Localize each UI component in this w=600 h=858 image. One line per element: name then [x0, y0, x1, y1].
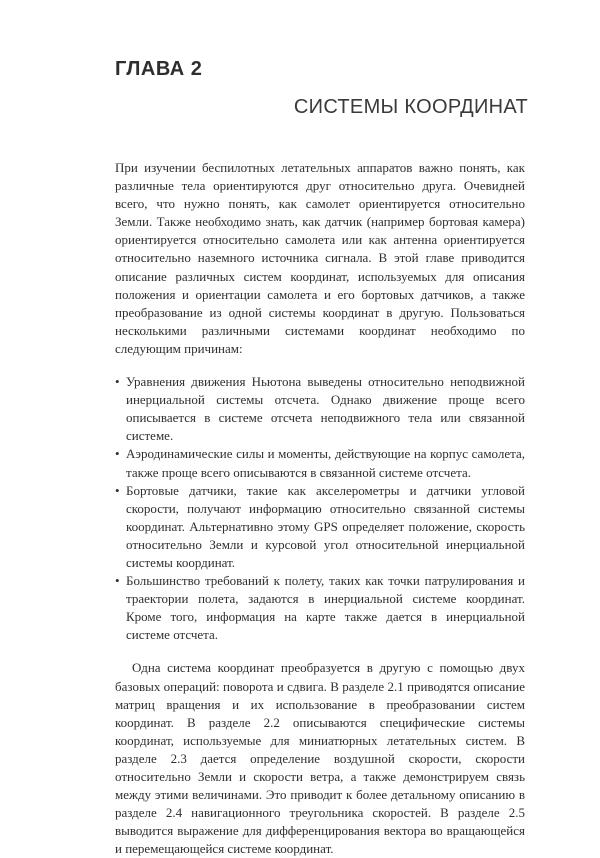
- chapter-body: [115, 159, 525, 858]
- closing-paragraph: Одна система координат преобразуется в другую с помощью двух базовых операций: поворота и сдвига. В разделе 2.1 приводятся описание матриц вращения и их использование в преобразовании систем координат. В разделе 2.2 описываются специфические системы координат, используемые для миниатюрных летательных систем. В разделе 2.3 дается определение воздушной скорости, скорости относительно Земли и скорости ветра, а также демонстрируем связь между этими величинами. Это приводит к более детальному описанию в разделе 2.4 навигационного треугольника скоростей. В разделе 2.5 выводится выражение для дифференцирования вектора во вращающейся и перемещающейся системе координат.: [115, 660, 525, 857]
- list-item: [115, 445, 525, 481]
- reasons-list: [115, 373, 525, 644]
- chapter-title: СИСТЕМЫ КООРДИНАТ: [293, 96, 528, 118]
- list-item-text: Большинство требований к полету, таких как точки патрулирования и траектории полета, задаются в инерциальной системе координат. Кроме того, информация на карте также дается в инерциальной системе отсчета.: [126, 573, 525, 643]
- list-item-text: Бортовые датчики, такие как акселерометры и датчики угловой скорости, получают информацию относительно связанной системы координат. Альтернативно этому GPS определяет положение, скорость относительно Земли и курсовой угол относительной инерциальной системы координат.: [126, 482, 525, 570]
- bullet-icon: •: [115, 482, 120, 498]
- chapter-label: ГЛАВА 2: [115, 58, 203, 80]
- intro-paragraph: При изучении беспилотных летательных аппаратов важно понять, как различные тела ориентируются друг относительно друга. Очевидней всего, что нужно понять, как самолет ориентируется относительно Земли. Также необходимо знать, как датчик (например бортовая камера) ориентируется относительно самолета или как антенна ориентируется относительно наземного источника сигнала. В этой главе приводится описание различных систем координат, используемых для описания положения и ориентации самолета и его бортовых датчиков, а также преобразование из одной системы координат в другую. Пользоваться несколькими различными системами координат необходимо по следующим причинам:: [115, 160, 525, 356]
- list-item: [115, 482, 525, 572]
- bullet-icon: •: [115, 446, 120, 462]
- list-item-text: Уравнения движения Ньютона выведены относительно неподвижной инерциальной системы отсчета. Однако движение проще всего описывается в системе отсчета неподвижного тела или связанной системе.: [126, 374, 525, 444]
- list-item-text: Аэродинамические силы и моменты, действующие на корпус самолета, также проще всего описываются в связанной системе отсчета.: [126, 446, 525, 480]
- list-item: [115, 373, 525, 445]
- bullet-icon: •: [115, 573, 120, 589]
- list-item: [115, 572, 525, 644]
- bullet-icon: •: [115, 374, 120, 390]
